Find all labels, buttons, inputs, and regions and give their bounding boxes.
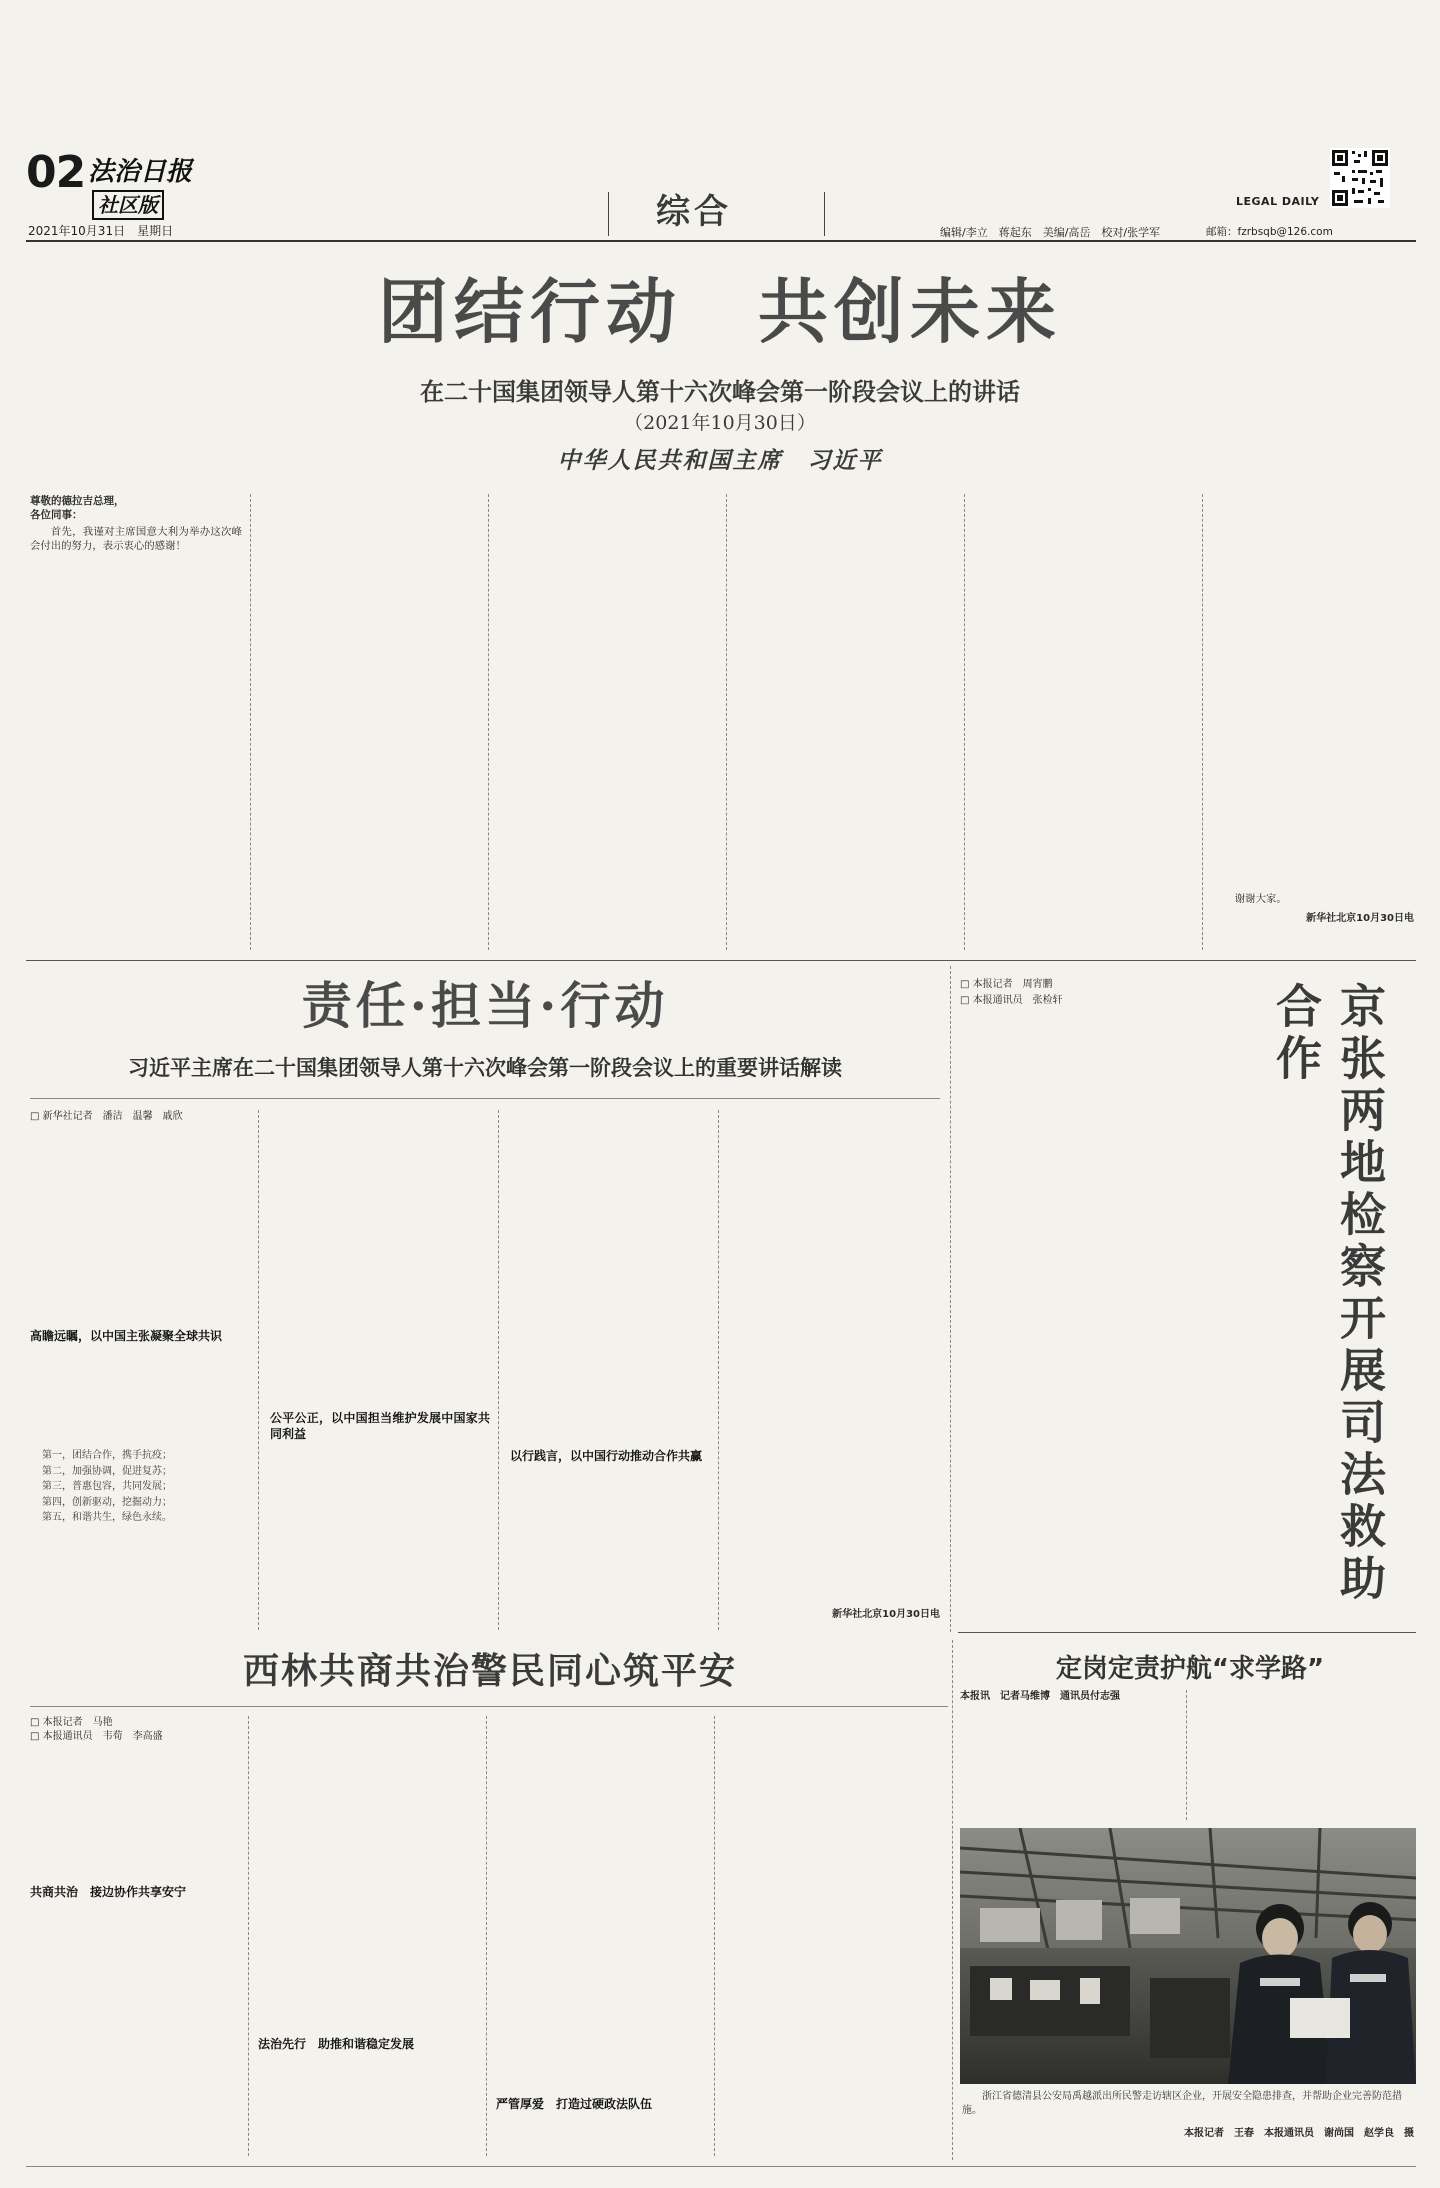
lead-col-1 — [30, 494, 242, 944]
text-block — [270, 1446, 490, 1616]
edition-name: 社区版 — [92, 190, 164, 220]
text-block — [258, 1716, 478, 2028]
xilin-col-2 — [258, 1716, 478, 2156]
lead-headline: 团结行动 共创未来 — [378, 271, 1062, 353]
xilin-col-3 — [496, 1716, 706, 2156]
contact-email: 邮箱：fzrbsqb@126.com — [1206, 226, 1333, 238]
xilin-col-1 — [30, 1716, 240, 2156]
text-block — [30, 1348, 250, 1444]
text-block — [496, 2116, 706, 2152]
newspaper-logo-icon — [88, 154, 270, 217]
qr-code-icon — [1330, 148, 1390, 208]
xilin-subhead-1: 共商共治 接边协作共享安宁 — [30, 1885, 187, 1899]
issue-date: 2021年10月31日 星期日 — [28, 224, 174, 238]
text-block — [30, 1130, 250, 1320]
post-headline: 定岗定责护航“求学路” — [1055, 1654, 1325, 1684]
list-item: 第五，和谐共生，绿色永续。 — [42, 1512, 172, 1523]
text-block — [500, 494, 718, 950]
text-block — [270, 1110, 490, 1402]
analysis-col-3 — [510, 1110, 710, 1630]
text-block — [30, 1750, 240, 1876]
legal-daily-label: LEGAL DAILY — [1236, 195, 1320, 208]
photo-credit: 本报记者 王春 本报通讯员 谢尚国 赵学良 摄 — [1184, 2128, 1414, 2139]
lead-date-line: （2021年10月30日） — [624, 412, 816, 434]
analysis-col-2 — [270, 1110, 490, 1630]
post-column — [960, 1690, 1180, 1820]
paper-name: 法治日报 — [88, 157, 193, 187]
analysis-source: 新华社北京10月30日电 — [832, 1609, 940, 1620]
text-block — [960, 1014, 1310, 1618]
list-item: 第三，普惠包容，共同发展； — [42, 1481, 172, 1492]
list-item: 第四，创新驱动，挖掘动力； — [42, 1496, 172, 1508]
editor-credits: 编辑/李立 蒋起东 美编/高岳 校对/张学军 — [940, 226, 1161, 239]
news-photo — [960, 1828, 1416, 2084]
text-block — [976, 494, 1194, 950]
analysis-col-1 — [30, 1110, 250, 1630]
text-block — [1196, 1690, 1416, 1820]
lead-first-paragraph: 首先，我谨对主席国意大利为举办这次峰会付出的努力，表示衷心的感谢！ — [30, 525, 242, 553]
analysis-subtitle: 习近平主席在二十国集团领导人第十六次峰会第一阶段会议上的重要讲话解读 — [128, 1056, 842, 1080]
post-byline: 本报讯 记者马维博 通讯员付志强 — [960, 1691, 1120, 1702]
text-block — [496, 1716, 706, 2088]
text-block — [730, 1110, 940, 1600]
photo-caption: 浙江省德清县公安局禹越派出所民警走访辖区企业，开展安全隐患排查，并帮助企业完善防范措施。 — [962, 2091, 1402, 2116]
analysis-byline: □ 新华社记者 潘洁 温馨 戚欣 — [30, 1111, 183, 1122]
lead-col-6 — [1214, 494, 1414, 950]
masthead — [0, 0, 1440, 250]
side-byline-2: □ 本报通讯员 张检轩 — [960, 995, 1063, 1006]
xilin-byline-1: □ 本报记者 马艳 — [30, 1717, 113, 1728]
analysis-subhead-2: 公平公正，以中国担当维护发展中国家共同利益 — [270, 1411, 490, 1441]
text-block — [262, 494, 480, 950]
lead-subtitle: 在二十国集团领导人第十六次峰会第一阶段会议上的讲话 — [420, 378, 1020, 406]
text-block — [510, 1110, 710, 1440]
list-item: 第一，团结合作，携手抗疫； — [42, 1450, 172, 1461]
lead-salutation-2: 各位同事： — [30, 509, 83, 522]
text-block — [724, 1716, 944, 2156]
analysis-subhead-1: 高瞻远瞩，以中国主张凝聚全球共识 — [30, 1329, 223, 1343]
text-block — [510, 1468, 710, 1608]
text-block — [960, 1706, 1180, 1810]
section-title: 综合 — [656, 192, 732, 232]
xilin-headline: 西林共商共治警民同心筑平安 — [242, 1651, 737, 1692]
analysis-col-4 — [730, 1110, 940, 1630]
side-byline-1: □ 本报记者 周宵鹏 — [960, 979, 1053, 990]
text-block — [30, 1904, 240, 2148]
page-number: 02 — [26, 147, 86, 198]
side-headline: 京张两地检察开展司法救助合作 — [1269, 982, 1387, 1606]
text-block — [1214, 494, 1414, 884]
text-block — [30, 556, 242, 942]
xilin-subhead-2: 法治先行 助推和谐稳定发展 — [258, 2037, 415, 2051]
lead-source: 新华社北京10月30日电 — [1306, 913, 1414, 925]
list-item: 第二，加强协调，促进复苏； — [42, 1465, 172, 1477]
lead-salutation-1: 尊敬的德拉吉总理， — [30, 495, 125, 507]
xilin-byline-2: □ 本报通讯员 韦荀 李高盛 — [30, 1731, 163, 1742]
text-block — [738, 494, 956, 950]
analysis-subhead-3: 以行践言，以中国行动推动合作共赢 — [510, 1449, 703, 1463]
text-block — [30, 1530, 250, 1550]
xilin-subhead-3: 严管厚爱 打造过硬政法队伍 — [496, 2097, 653, 2111]
analysis-points-list — [42, 1448, 250, 1526]
analysis-headline: 责任·担当·行动 — [301, 976, 669, 1035]
lead-closing: 谢谢大家。 — [1234, 893, 1287, 905]
lead-author: 中华人民共和国主席 习近平 — [557, 447, 883, 474]
text-block — [258, 2056, 478, 2152]
